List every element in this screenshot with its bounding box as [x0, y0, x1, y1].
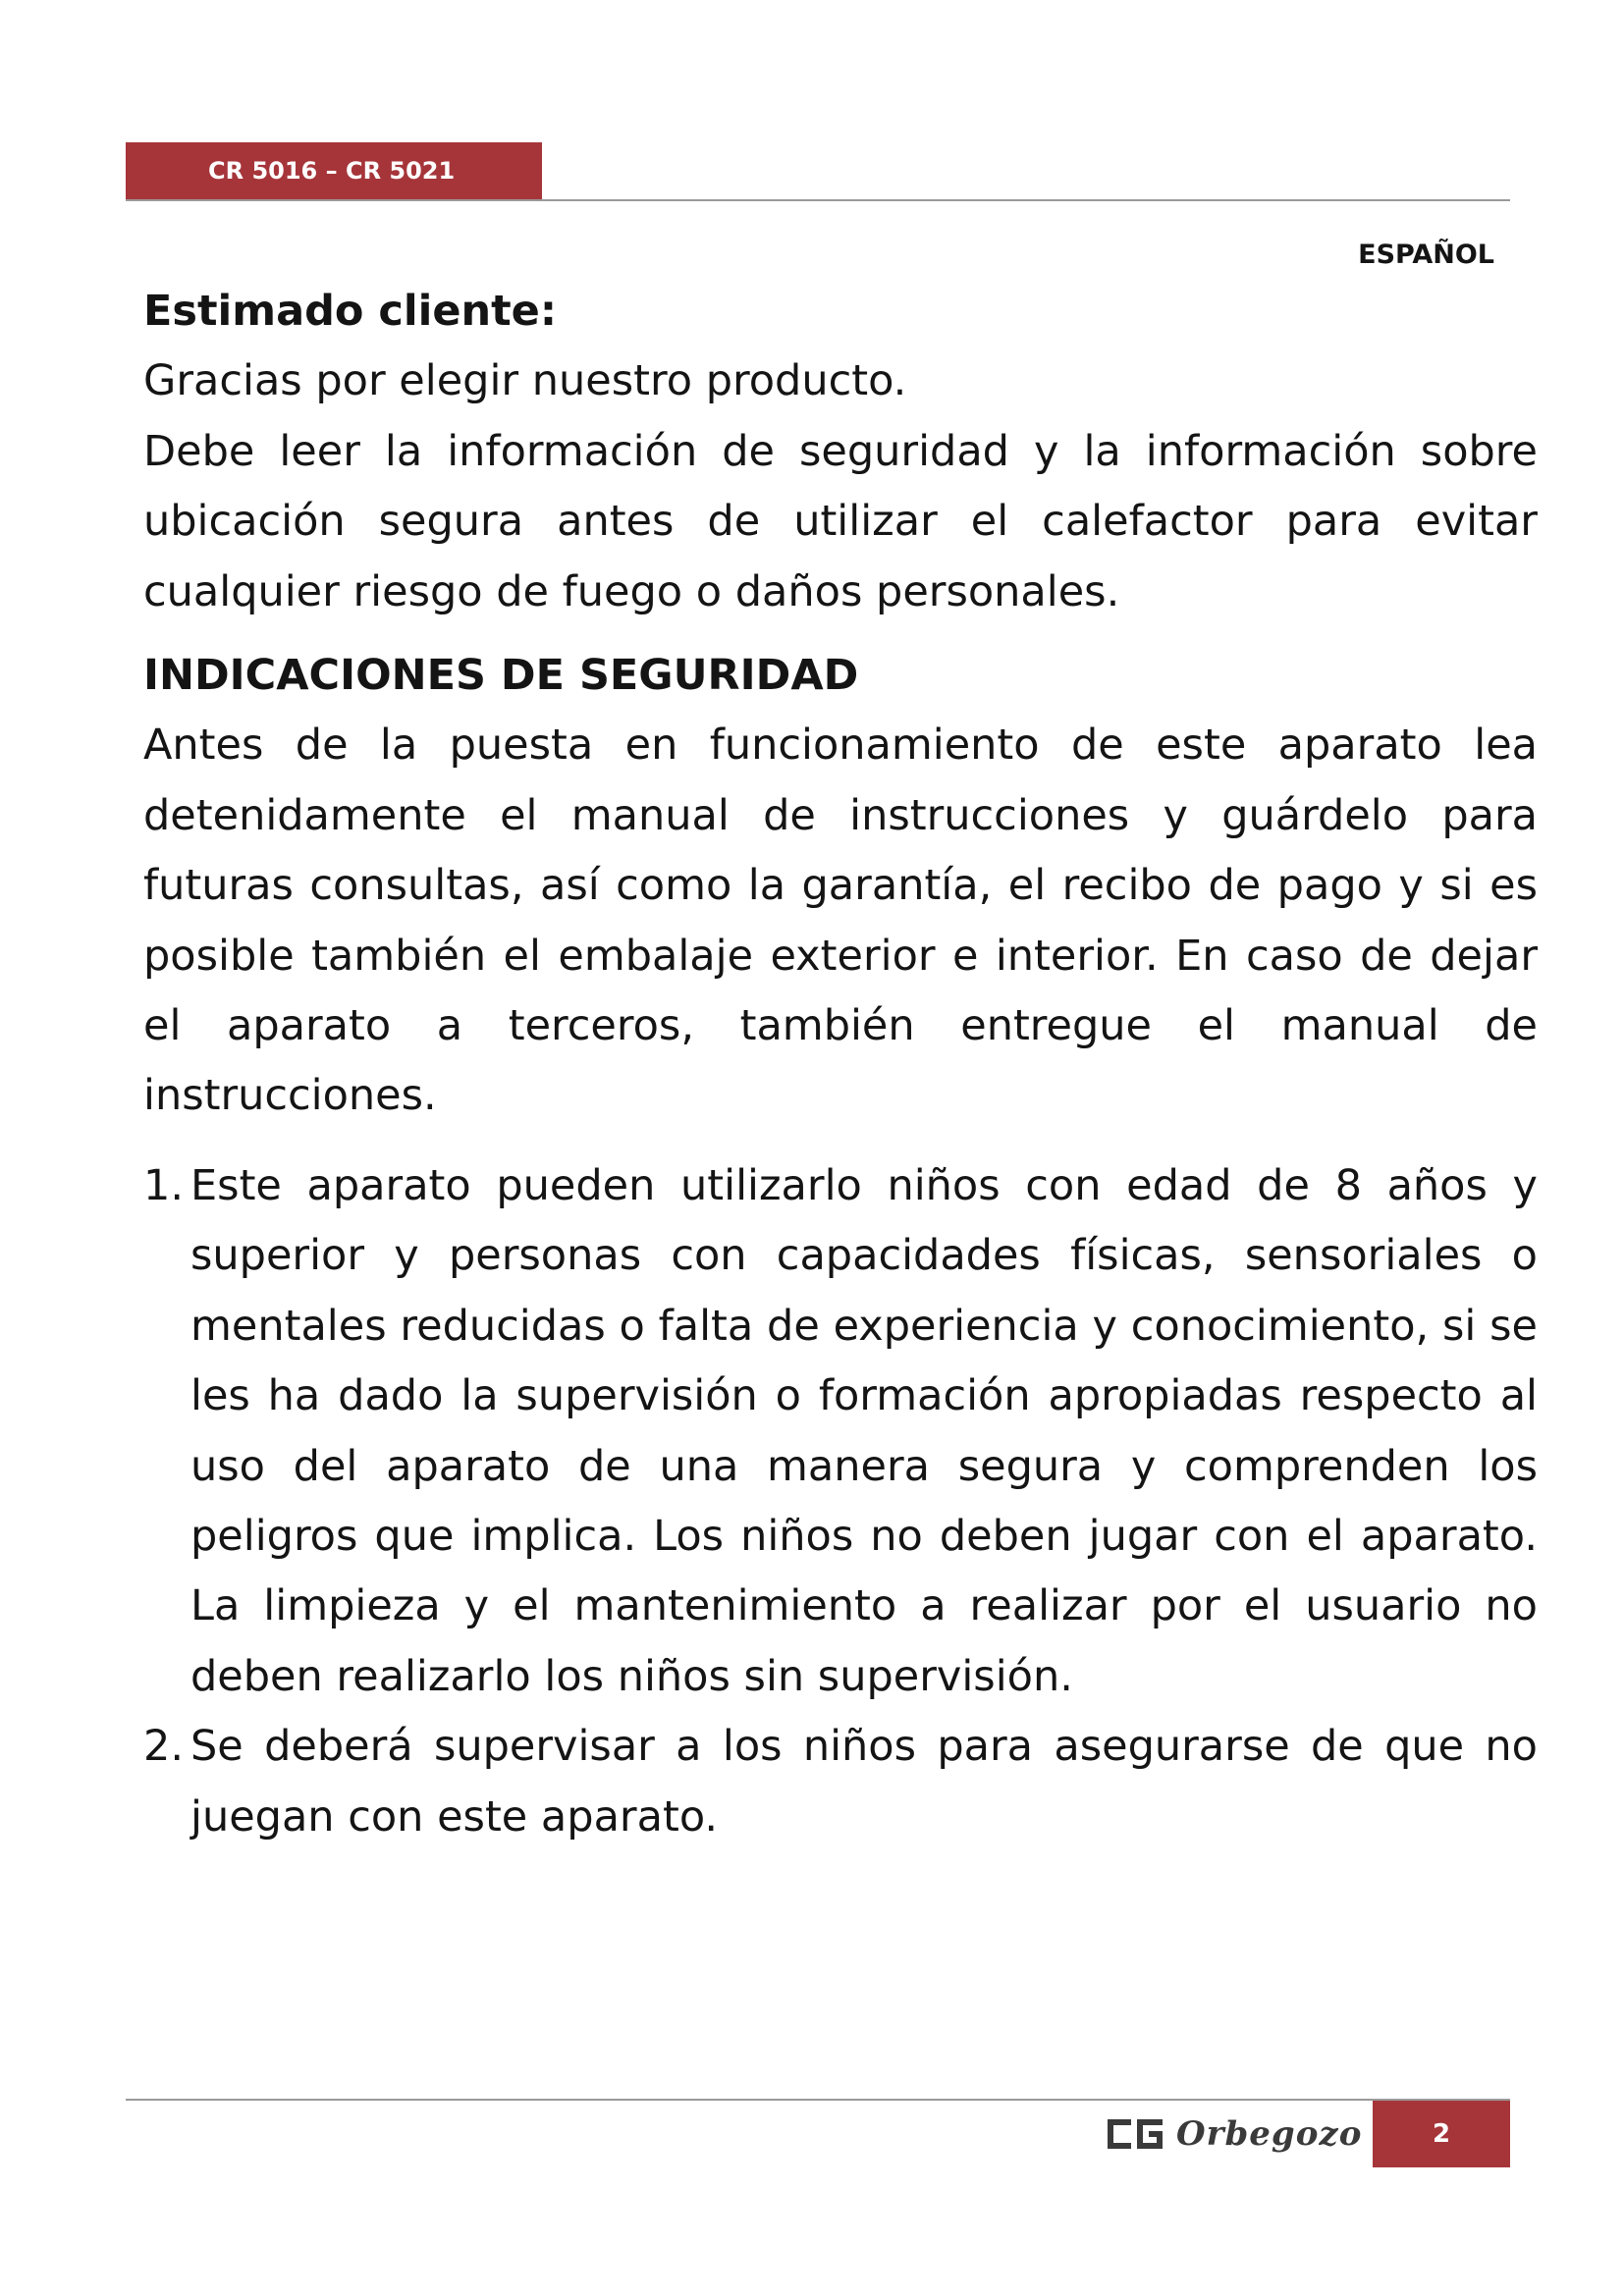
greeting-title: Estimado cliente:: [143, 287, 558, 336]
safety-intro: Antes de la puesta en funcionamiento de este aparato lea detenidamente el manual de instrucciones y guárdelo para futuras consultas, así como la garantía, el recibo de pago y si es posible también el embalaje exterior e interior. En caso de dejar el aparato a terceros, también entregue el manual de instrucciones.: [143, 721, 1538, 1121]
greeting-thanks: Gracias por elegir nuestro producto.: [143, 356, 907, 406]
model-label: CR 5016 – CR 5021: [208, 157, 456, 185]
safety-section-title: INDICACIONES DE SEGURIDAD: [143, 651, 859, 701]
brand-wordmark: Orbegozo: [1176, 2114, 1363, 2154]
brand-logo: [1108, 2110, 1363, 2158]
greeting-body: Debe leer la información de seguridad y la información sobre ubicación segura antes de utilizar el calefactor para evitar cualquier riesgo de fuego o daños personales.: [143, 426, 1538, 616]
header-divider: [126, 199, 1510, 201]
page-content: [143, 277, 1538, 1852]
page-number: 2: [1432, 2119, 1451, 2149]
list-item-number: 2.: [143, 1722, 185, 1772]
footer-divider: [126, 2099, 1510, 2101]
model-header-tab: [126, 142, 542, 199]
list-item: [143, 1151, 1538, 1712]
list-item-text: Se deberá supervisar a los niños para asegurarse de que no juegan con este aparato.: [190, 1722, 1538, 1842]
list-item-number: 1.: [143, 1160, 185, 1210]
brand-logo-icon: [1108, 2119, 1163, 2149]
list-item: [143, 1712, 1538, 1852]
page-number-box: [1373, 2101, 1510, 2167]
language-label: ESPAÑOL: [1358, 240, 1494, 270]
list-item-text: Este aparato pueden utilizarlo niños con edad de 8 años y superior y personas con capacidades físicas, sensoriales o mentales reducidas o falta de experiencia y conocimiento, si se les ha dado la supervisión o formación apropiadas respecto al uso del aparato de una manera segura y comprenden los peligros que implica. Los niños no deben jugar con el aparato. La limpieza y el mantenimiento a realizar por el usuario no deben realizarlo los niños sin supervisión.: [190, 1160, 1538, 1701]
safety-list: [143, 1151, 1538, 1852]
